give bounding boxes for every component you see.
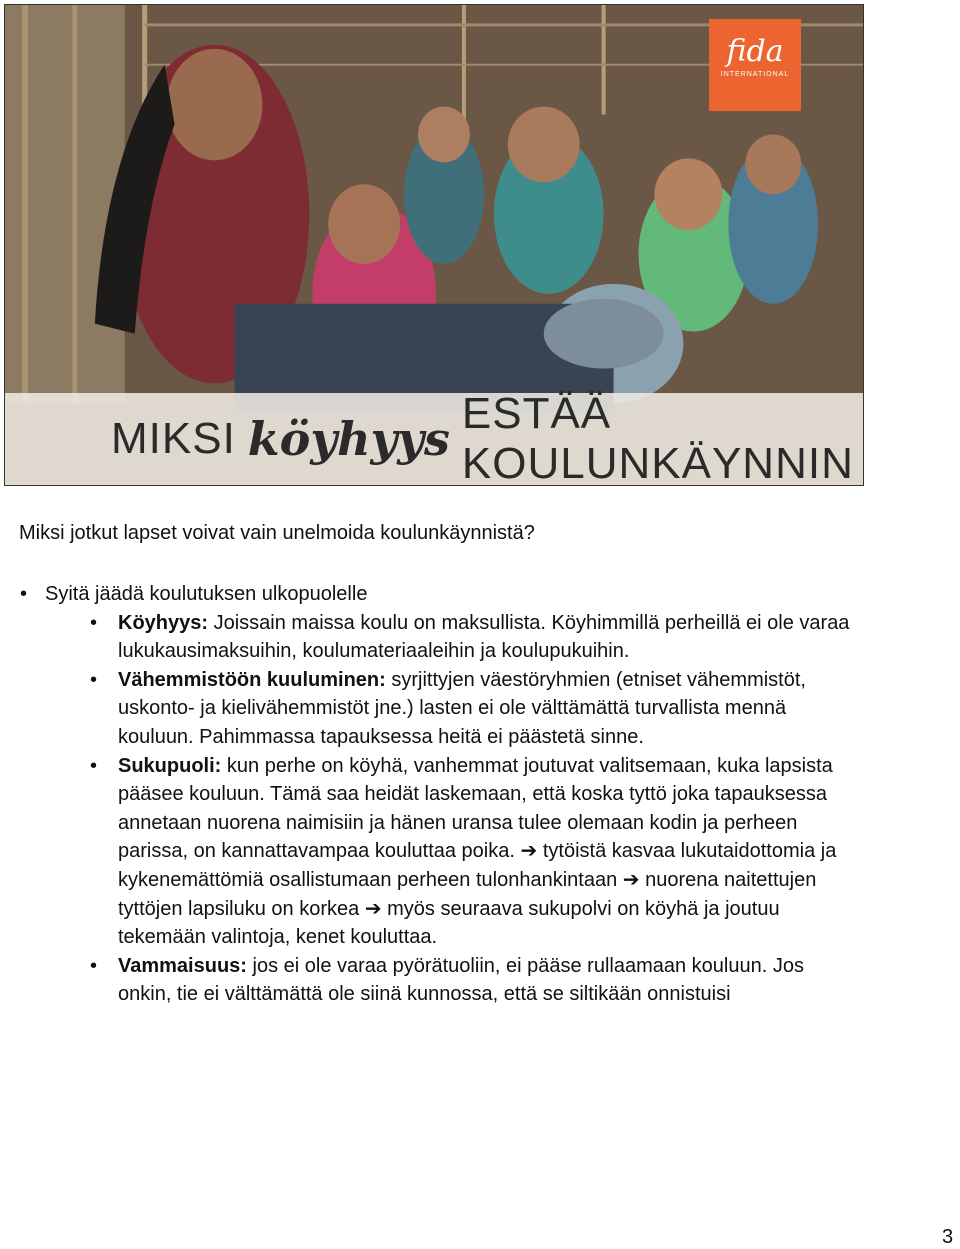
text-gender-consequence-2: nuorena naitettujen tyttöjen lapsiluku on korkea	[118, 868, 817, 920]
term-poverty: Köyhyys:	[118, 611, 209, 634]
arrow-icon: ➔	[364, 897, 382, 920]
bullet: •	[90, 668, 98, 691]
page-number: 3	[942, 1226, 954, 1248]
intro-question: Miksi jotkut lapset voivat vain unelmoida koulunkäynnistä?	[19, 522, 535, 544]
arrow-icon: ➔	[520, 840, 538, 863]
text-gender-consequence-3: myös seuraava sukupolvi on köyhä ja joutuu tekemään valintoja, kenet kouluttaa.	[118, 897, 780, 949]
slide-image	[4, 4, 864, 486]
title-part-3: ESTÄÄ KOULUNKÄYNNIN	[461, 389, 854, 486]
logo-wordmark: fida	[726, 34, 784, 69]
list-heading-item	[20, 580, 850, 609]
bullet: •	[90, 611, 98, 634]
term-gender: Sukupuoli:	[118, 754, 222, 777]
bullet: •	[20, 583, 28, 605]
list-item-poverty	[20, 609, 850, 666]
bullet: •	[90, 954, 98, 977]
list-heading: Syitä jäädä koulutuksen ulkopuolelle	[45, 583, 368, 605]
text-disability: jos ei ole varaa pyörätuoliin, ei pääse rullaamaan kouluun. Jos onkin, tie ei välttämättä ole siinä kunnossa, että se siltikään onnistuisi	[118, 954, 804, 1006]
term-minority: Vähemmistöön kuuluminen:	[118, 668, 386, 691]
bullet: •	[90, 754, 98, 777]
text-gender-consequence-1: tytöistä kasvaa lukutaidottomia ja kykenemättömiä osallistumaan perheen tulonhankintaan	[118, 840, 837, 891]
title-part-2: köyhyys	[247, 412, 450, 466]
text-gender: kun perhe on köyhä, vanhemmat joutuvat valitsemaan, kuka lapsista pääsee kouluun. Tämä saa heidät laskemaan, että koska tyttö joka tapauksessa annetaan nuorena naimisiin ja hänen uransa tulee olemaan kodin ja perheen parissa, on kannattavampaa kouluttaa poika.	[118, 754, 833, 863]
term-disability: Vammaisuus:	[118, 954, 247, 977]
title-part-1: MIKSI	[111, 414, 236, 463]
logo-subtext: INTERNATIONAL	[720, 71, 790, 78]
text-poverty: Joissain maissa koulu on maksullista. Köyhimmillä perheillä ei ole varaa lukukausimaksuihin, koulumateriaaleihin ja koulupukuihin.	[118, 611, 850, 663]
text-minority: syrjittyjen väestöryhmien (etniset vähemmistöt, uskonto- ja kielivähemmistöt jne.) lasten ei ole välttämättä turvallista mennä kouluun. Pahimmassa tapauksessa heitä ei päästetä sinne.	[118, 668, 806, 748]
arrow-icon: ➔	[622, 868, 640, 891]
notes-list	[20, 580, 850, 1009]
list-item-gender	[20, 752, 850, 952]
fida-logo	[709, 19, 801, 111]
slide-title-banner	[5, 389, 863, 486]
list-item-disability	[20, 952, 850, 1009]
list-item-minority	[20, 666, 850, 752]
